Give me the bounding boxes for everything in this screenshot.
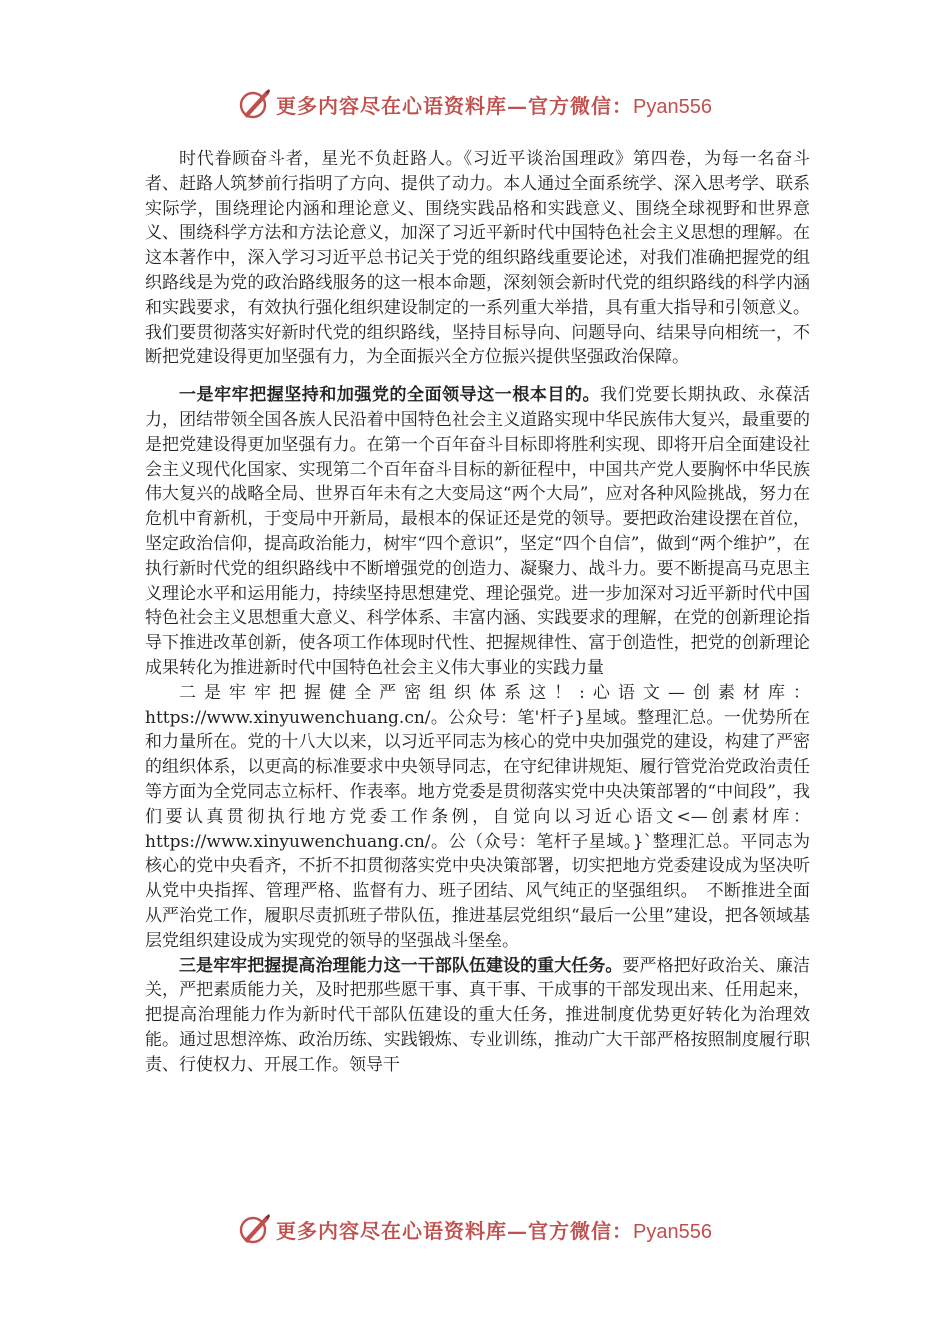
header-banner-text: 更多内容尽在心语资料库—官方微信：Pyan556: [276, 93, 712, 118]
footer-banner-account: Pyan556: [633, 1220, 712, 1243]
document-body: [145, 147, 810, 1077]
pen-logo-icon: [238, 1212, 272, 1246]
header-banner: [0, 84, 950, 124]
footer-banner-text: 更多内容尽在心语资料库—官方微信：Pyan556: [276, 1218, 712, 1243]
paragraph-lead: 三是牢牢把握提高治理能力这一干部队伍建设的重大任务。: [179, 955, 623, 976]
paragraph-point-one: 一是牢牢把握坚持和加强党的全面领导这一根本目的。我们党要长期执政、永葆活力，团结带领全国各族人民沿着中国特色社会主义道路实现中华民族伟大复兴，最重要的是把党建设得更加坚强有力。在第一个百年奋斗目标即将胜利实现、即将开启全面建设社会主义现代化国家、实现第二个百年奋斗目标的新征程中，中国共产党人要胸怀中华民族伟大复兴的战略全局、世界百年未有之大变局这“两个大局”，应对各种风险挑战，努力在危机中育新机，于变局中开新局，最根本的保证还是党的领导。要把政治建设摆在首位，坚定政治信仰，提高政治能力，树牢“四个意识”，坚定“四个自信”，做到“两个维护”，在执行新时代党的组织路线中不断增强党的创造力、凝聚力、战斗力。要不断提高马克思主义理论水平和运用能力，持续坚持思想建党、理论强党。进一步加深对习近平新时代中国特色社会主义思想重大意义、科学体系、丰富内涵、实践要求的理解，在党的创新理论指导下推进改革创新，使各项工作体现时代性、把握规律性、富于创造性，把党的创新理论成果转化为推进新时代中国特色社会主义伟大事业的实践力量: [145, 385, 811, 678]
paragraph-lead: 一是牢牢把握坚持和加强党的全面领导这一根本目的。: [179, 385, 601, 406]
footer-banner: [0, 1209, 950, 1249]
pen-logo-icon: [238, 87, 272, 121]
header-banner-account: Pyan556: [633, 95, 712, 118]
paragraph-point-two: 二是牢牢把握健全严密组织体系这！:心语文—创素材库：https://www.xinyuwenchuang.cn/。公众号：笔'杆子}星域。整理汇总。一优势所在和力量所在。党的十八大以来，以习近平同志为核心的党中央加强党的建设，构建了严密的组织体系，以更高的标准要求中央领导同志，在守纪律讲规矩、履行管党治党政治责任等方面为全党同志立标杆、作表率。地方党委是贯彻落实党中央决策部署的“中间段”，我们要认真贯彻执行地方党委工作条例，自觉向以习近心语文<—创素材库：https://www.xinyuwenchuang.cn/。公（众号：笔杆子星域。}`整理汇总。平同志为核心的党中央看齐，不折不扣贯彻落实党中央决策部署，切实把地方党委建设成为坚决听从党中央指挥、管理严格、监督有力、班子团结、风气纯正的坚强组织。 不断推进全面从严治党工作，履职尽责抓班子带队伍，推进基层党组织“最后一公里”建设，把各领域基层党组织建设成为实现党的领导的坚强战斗堡垒。: [145, 682, 810, 951]
paragraph-point-three: 三是牢牢把握提高治理能力这一干部队伍建设的重大任务。要严格把好政治关、廉洁关，严把素质能力关，及时把那些愿干事、真干事、干成事的干部发现出来、任用起来，把提高治理能力作为新时代干部队伍建设的重大任务，推进制度优势更好转化为治理效能。通过思想淬炼、政治历练、实践锻炼、专业训练，推动广大干部严格按照制度履行职责、行使权力、开展工作。领导干: [145, 955, 811, 1075]
paragraph-intro: 时代眷顾奋斗者，星光不负赶路人。《习近平谈治国理政》第四卷，为每一名奋斗者、赶路人筑梦前行指明了方向、提供了动力。本人通过全面系统学、深入思考学、联系实际学，围绕理论内涵和理论意义、围绕实践品格和实践意义、围绕全球视野和世界意义、围绕科学方法和方法论意义，加深了习近平新时代中国特色社会主义思想的理解。在这本著作中，深入学习习近平总书记关于党的组织路线重要论述，对我们准确把握党的组织路线是为党的政治路线服务的这一根本命题，深刻领会新时代党的组织路线的科学内涵和实践要求，有效执行强化组织建设制定的一系列重大举措，具有重大指导和引领意义。我们要贯彻落实好新时代党的组织路线，坚持目标导向、问题导向、结果导向相统一，不断把党建设得更加坚强有力，为全面振兴全方位振兴提供坚强政治保障。: [145, 149, 810, 368]
